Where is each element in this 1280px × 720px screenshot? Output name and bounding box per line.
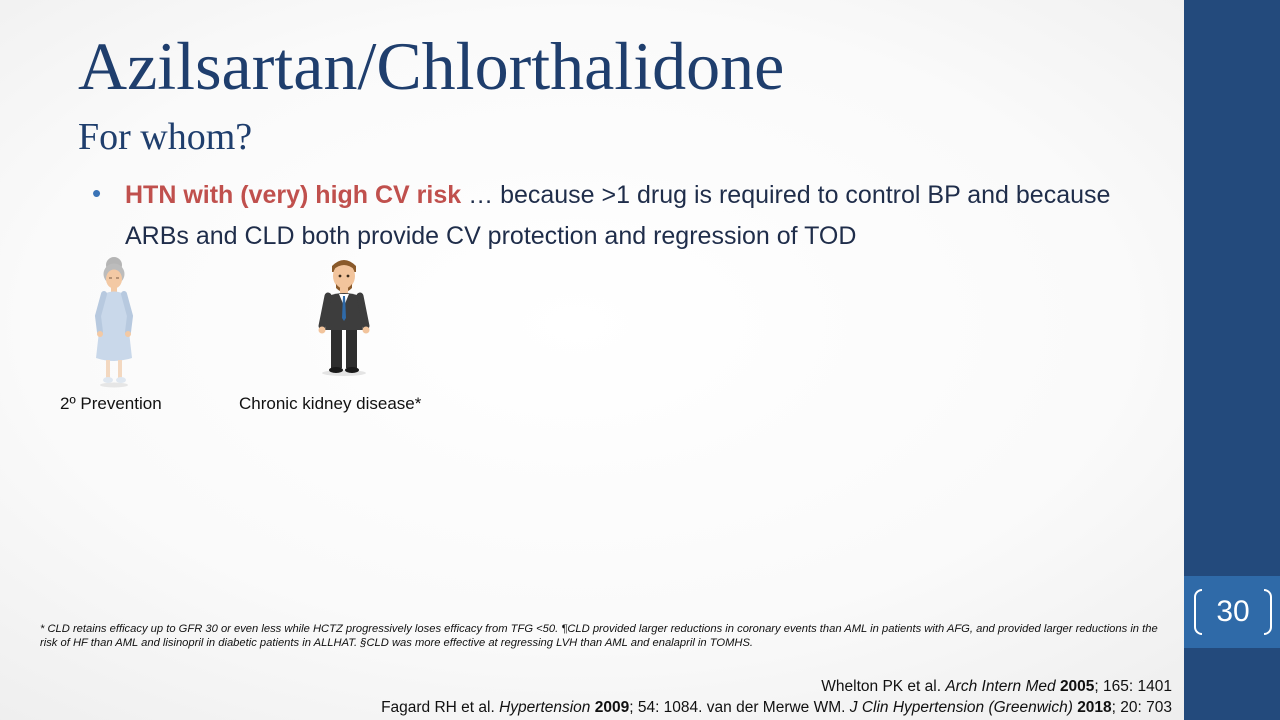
- ref1-journal: Arch Intern Med: [945, 678, 1056, 695]
- references: [381, 676, 1172, 718]
- footnote: * CLD retains efficacy up to GFR 30 or even less while HCTZ progressively loses efficacy from TFG <50. ¶CLD provided larger reductions in coronary events than AML in patients with AFG, and provided larger reductions in the risk of HF than AML and lisinopril in diabetic patients in ALLHAT. §CLD was more effective at regressing LVH than AML and enalapril in TOMHS.: [40, 623, 1158, 649]
- slide-subtitle: For whom?: [78, 116, 253, 158]
- bullet-marker: •: [92, 178, 102, 208]
- ref3-journal: J Clin Hypertension (Greenwich): [849, 699, 1073, 716]
- bullet-highlight: HTN with (very) high CV risk: [125, 181, 462, 209]
- bullet-text: … because >1 drug is required to control BP and because ARBs and CLD both provide CV protection and regression of TOD: [125, 181, 1111, 250]
- ref2-journal: Hypertension: [499, 699, 591, 716]
- reference-line-1: [381, 676, 1172, 697]
- ref3-year: 2018: [1077, 699, 1112, 716]
- elderly-woman-icon: [88, 256, 140, 388]
- ref2-year: 2009: [594, 699, 630, 716]
- reference-line-2: [381, 697, 1172, 718]
- ref2-authors: Fagard RH et al.: [381, 699, 500, 716]
- figure-label-secondary-prevention: 2º Prevention: [60, 394, 162, 413]
- slide-title: Azilsartan/Chlorthalidone: [78, 28, 785, 104]
- page-number: 30: [1216, 595, 1250, 628]
- ref1-authors: Whelton PK et al.: [821, 678, 946, 695]
- ref2-rest: ; 54: 1084. van der Merwe WM.: [629, 699, 850, 716]
- ref1-year: 2005: [1059, 678, 1095, 695]
- bullet-point: [125, 175, 1115, 257]
- ref1-rest: ; 165: 1401: [1094, 678, 1172, 695]
- businessman-icon: [316, 254, 372, 378]
- figure-label-chronic-kidney-disease: Chronic kidney disease*: [239, 394, 422, 413]
- ref3-rest: ; 20: 703: [1111, 699, 1172, 716]
